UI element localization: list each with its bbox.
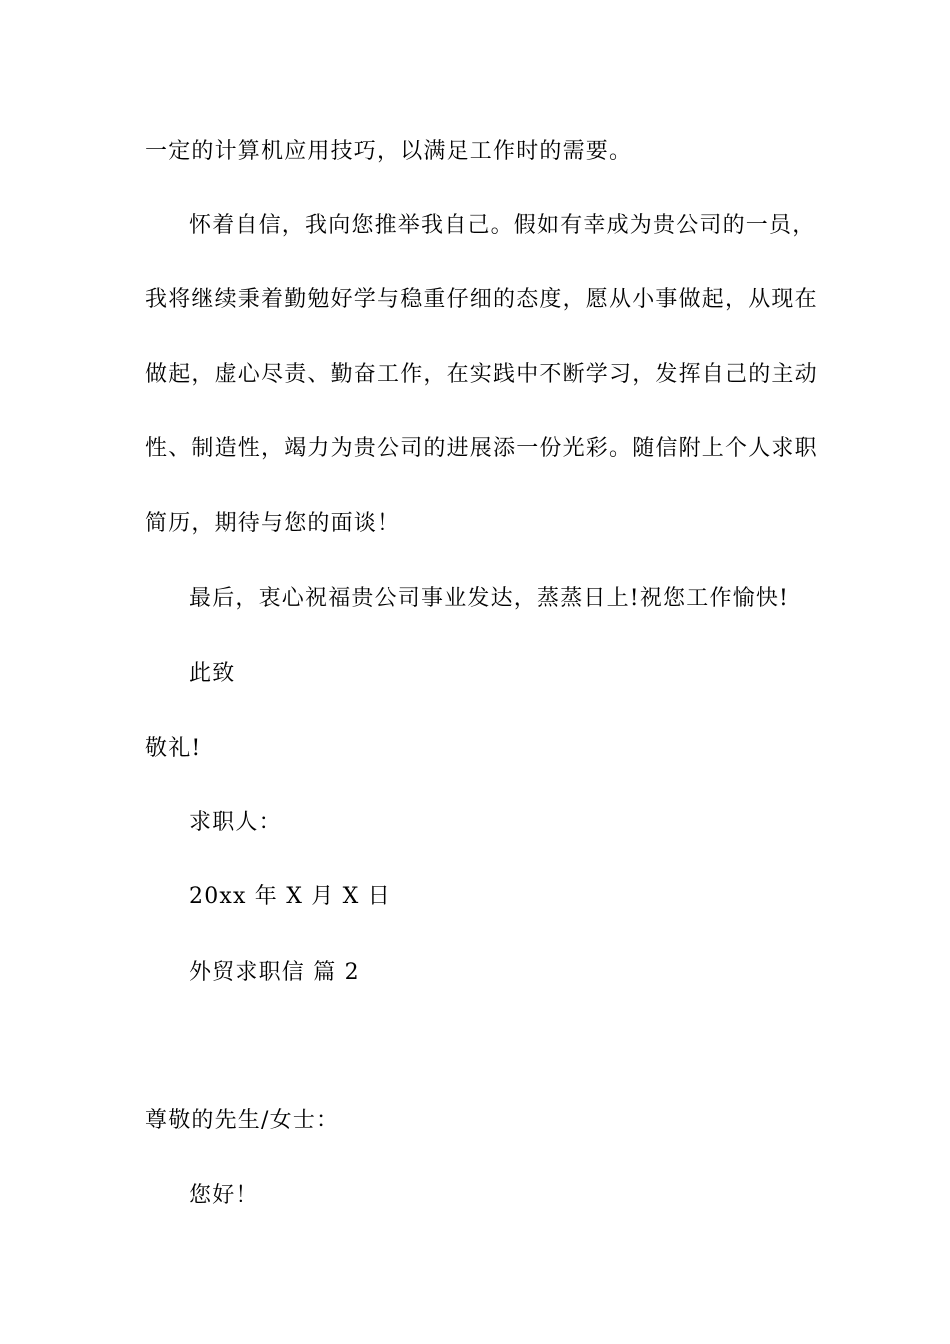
greeting-recipient: 尊敬的先生/女士：: [145, 1108, 340, 1133]
paragraph-line: 一定的计算机应用技巧，以满足工作时的需要。: [145, 139, 633, 164]
salutation-respect: 敬礼!: [145, 736, 202, 761]
signature-label: 求职人：: [189, 810, 282, 835]
paragraph-line: 简历，期待与您的面谈！: [145, 511, 401, 536]
paragraph-line: 我将继续秉着勤勉好学与稳重仔细的态度，愿从小事做起，从现在: [145, 287, 818, 312]
paragraph-line: 做起，虚心尽责、勤奋工作，在实践中不断学习，发挥自己的主动: [145, 362, 818, 387]
salutation-close: 此致: [189, 661, 236, 686]
closing-wish-line: 最后，衷心祝福贵公司事业发达，蒸蒸日上!祝您工作愉快!: [189, 586, 790, 611]
section-heading: 外贸求职信 篇 2: [189, 960, 360, 985]
paragraph-line: 怀着自信，我向您推举我自己。假如有幸成为贵公司的一员，: [189, 213, 816, 238]
paragraph-line: 性、制造性，竭力为贵公司的进展添一份光彩。随信附上个人求职: [145, 436, 818, 461]
date-line: 20xx 年 X 月 X 日: [189, 884, 391, 909]
greeting-hello: 您好！: [189, 1183, 259, 1208]
